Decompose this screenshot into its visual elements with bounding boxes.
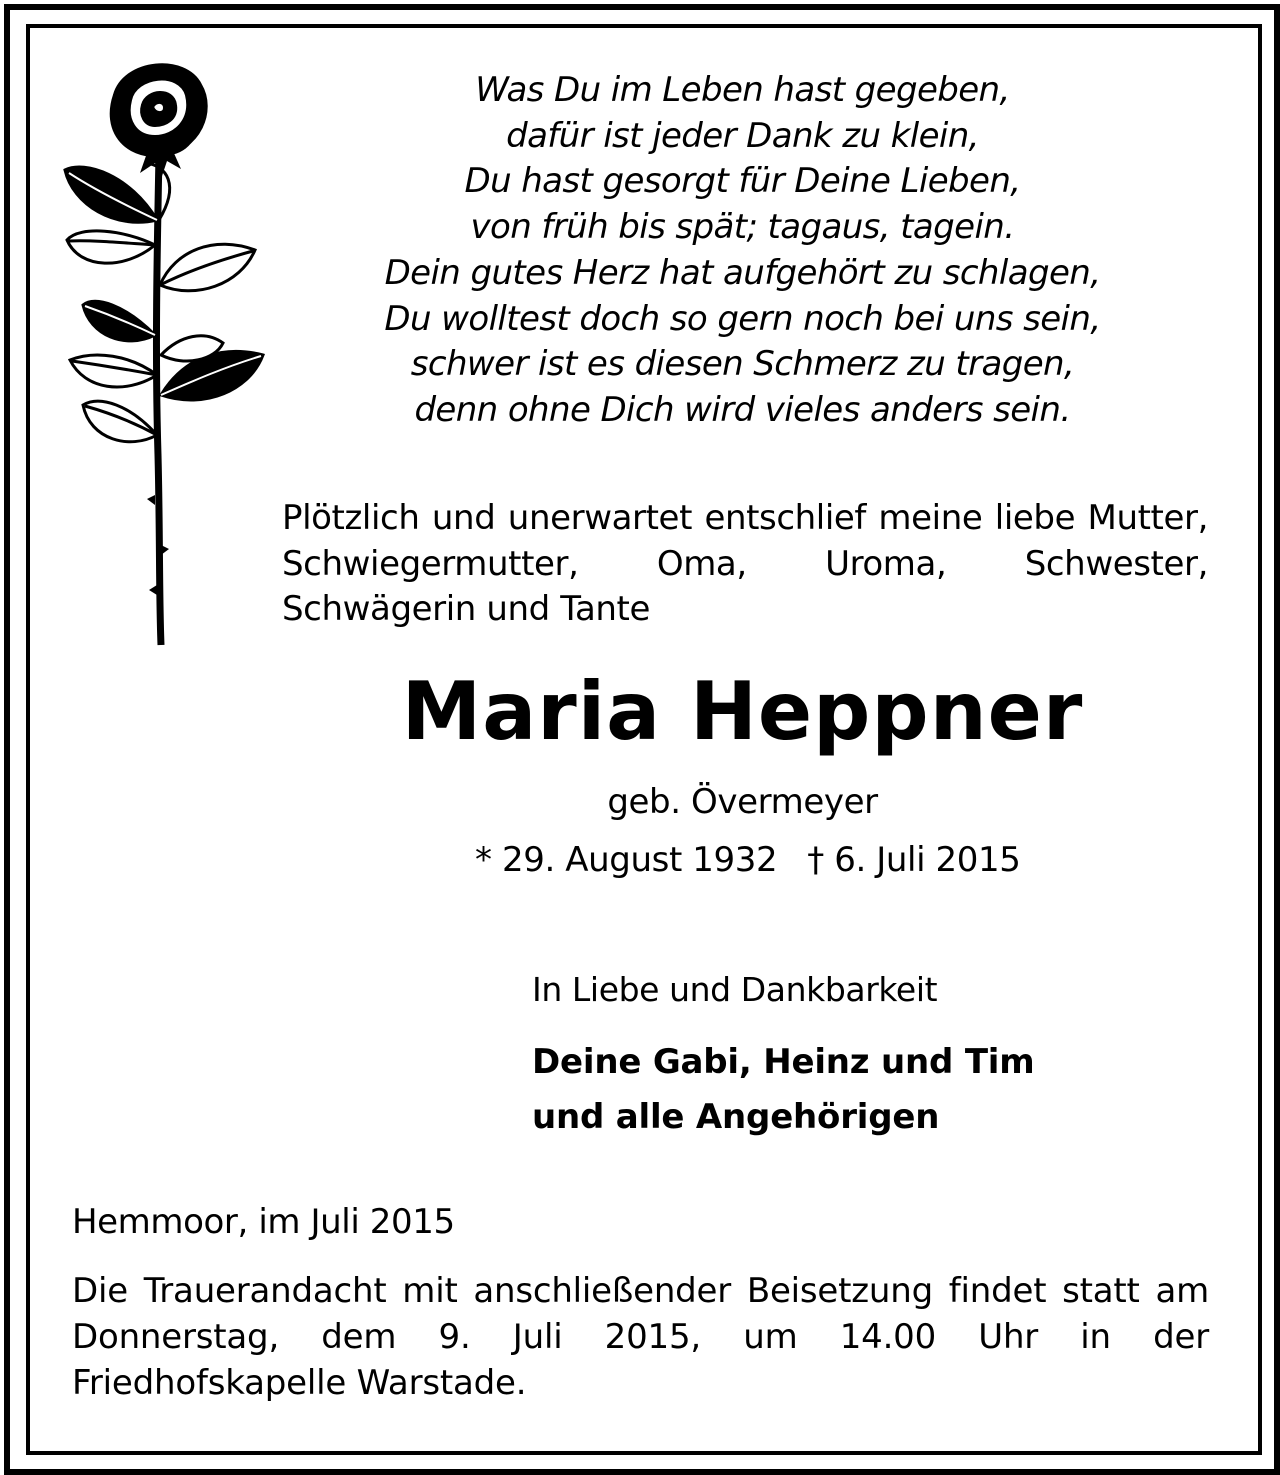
mourners-signature <box>532 1035 1035 1145</box>
announcement-intro: Plötzlich und unerwartet entschlief meine liebe Mutter, Schwiegermutter, Oma, Uroma, Schwester, Schwägerin und Tante <box>282 498 1208 629</box>
poem-line: von früh bis spät; tagaus, tagein. <box>470 207 1015 248</box>
life-dates <box>475 838 1075 882</box>
poem-line: schwer ist es diesen Schmerz zu tragen, <box>410 344 1075 385</box>
poem-line: dafür ist jeder Dank zu klein, <box>506 115 979 156</box>
rose-icon <box>55 55 270 650</box>
poem-line: denn ohne Dich wird vieles anders sein. <box>414 389 1071 430</box>
mourners-line-1: Deine Gabi, Heinz und Tim <box>532 1042 1035 1082</box>
birth-date: * 29. August 1932 <box>475 840 778 880</box>
place-date: Hemmoor, im Juli 2015 <box>72 1202 455 1242</box>
death-date: † 6. Juli 2015 <box>807 840 1021 880</box>
poem-line: Dein gutes Herz hat aufgehört zu schlagen, <box>384 252 1101 293</box>
poem-line: Du wolltest doch so gern noch bei uns sein, <box>384 298 1101 339</box>
dedication: In Liebe und Dankbarkeit <box>532 970 938 1009</box>
poem-line: Du hast gesorgt für Deine Lieben, <box>464 161 1021 202</box>
mourners-line-2: und alle Angehörigen <box>532 1097 940 1137</box>
service-info: Die Trauerandacht mit anschließender Beisetzung findet statt am Donnerstag, dem 9. Juli 2015, um 14.00 Uhr in der Friedhofskapelle Warstade. <box>72 1271 1209 1403</box>
deceased-name: Maria Heppner <box>401 665 1084 758</box>
maiden-name: geb. Övermeyer <box>607 782 878 822</box>
poem-line: Was Du im Leben hast gegeben, <box>475 70 1010 110</box>
memorial-poem <box>300 68 1185 434</box>
